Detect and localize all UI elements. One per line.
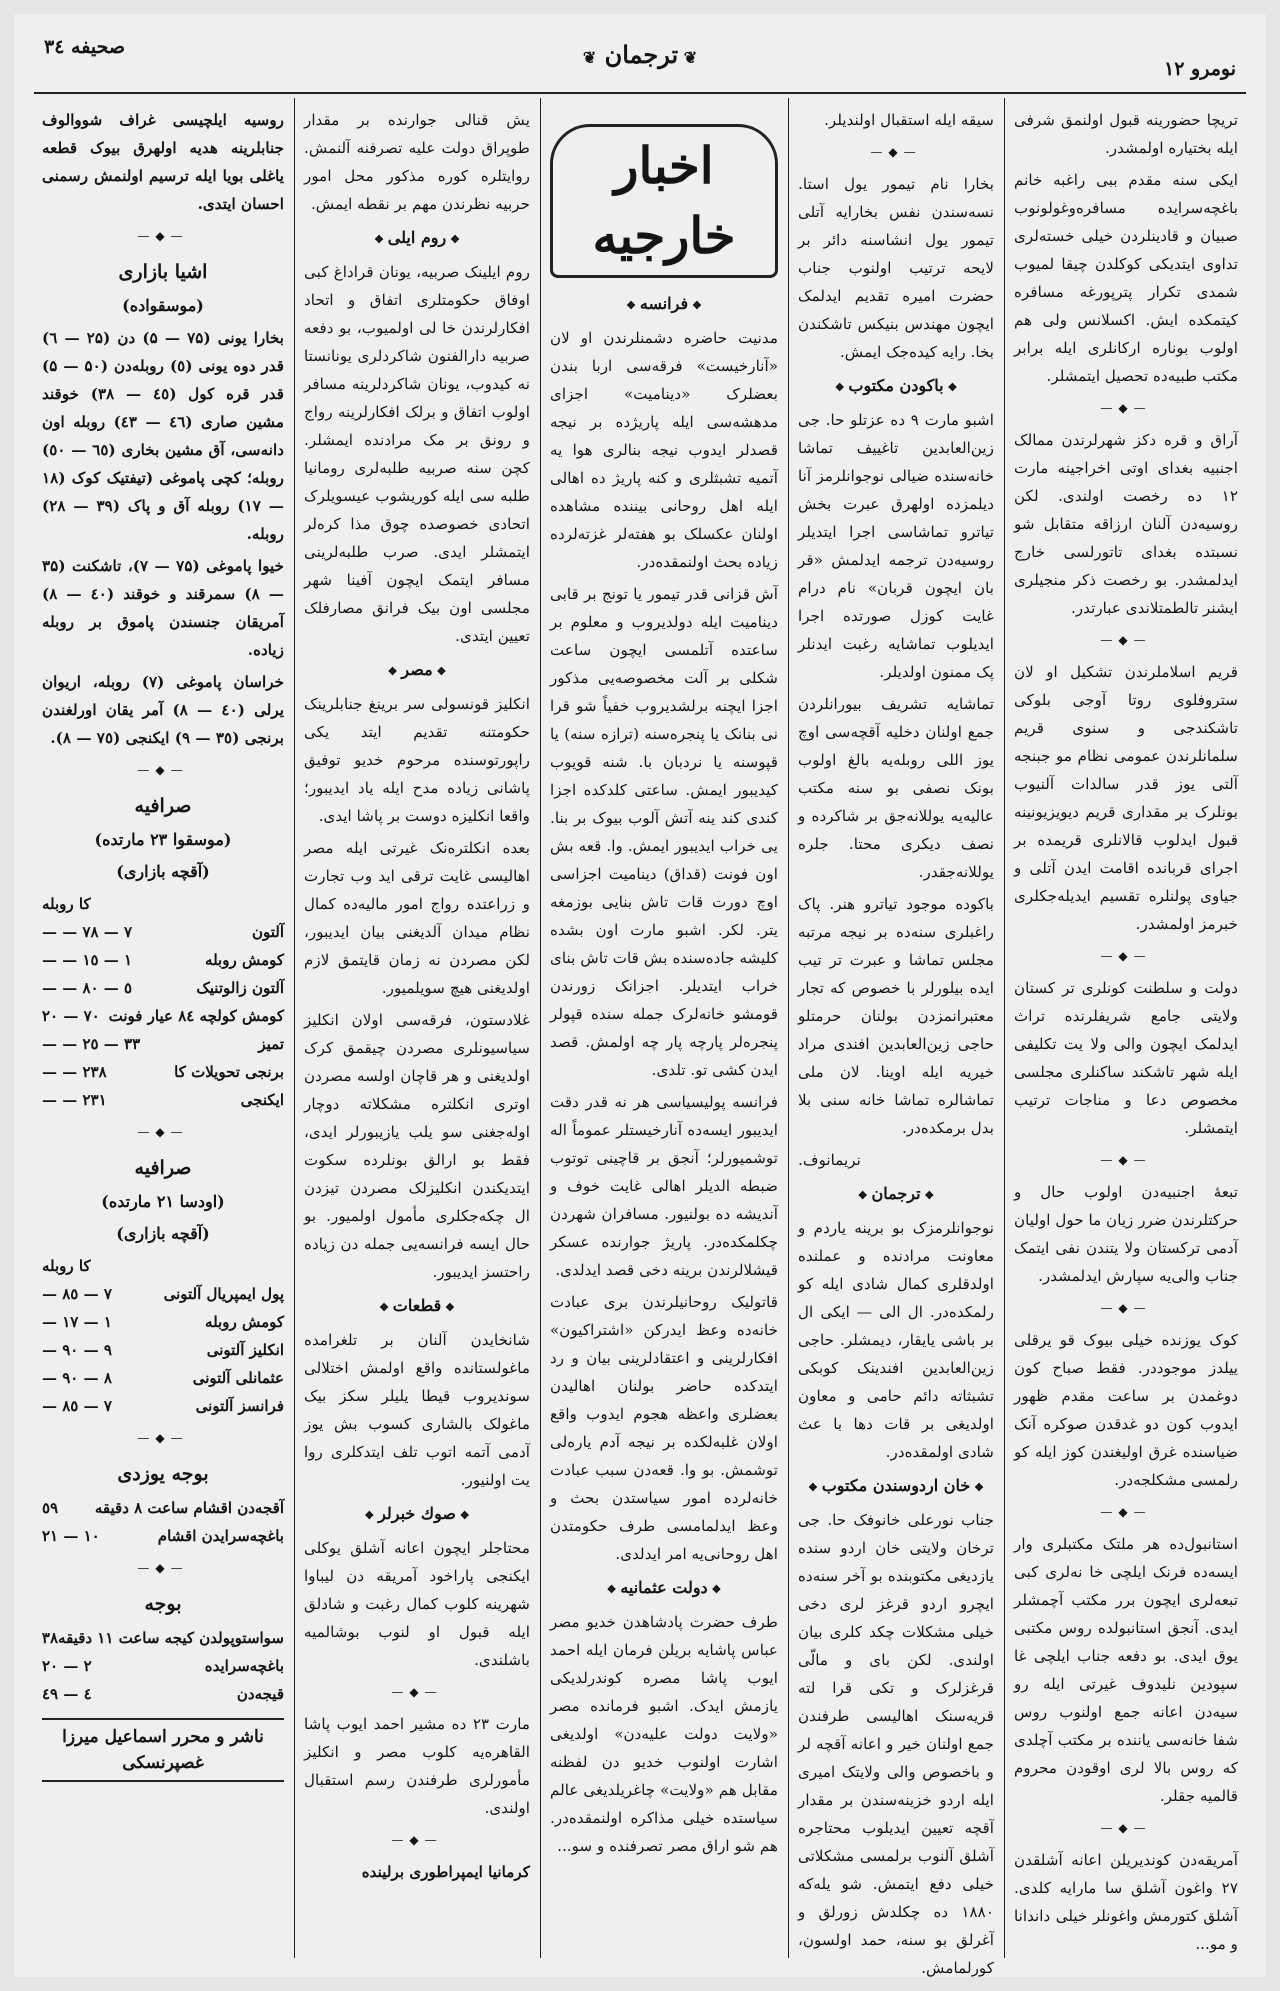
time-value: ۲ — ۲۰ [42, 1657, 92, 1675]
paragraph: کرمانیا ایمپراطوری برلینده [361, 1863, 530, 1881]
price-name: عثمانلی آلتونی [192, 1369, 284, 1387]
price-name: آلتون زالوتنیک [196, 979, 284, 997]
separator: —◆— [137, 1431, 189, 1445]
separator: —◆— [137, 1125, 189, 1139]
column-5 [34, 98, 292, 1958]
paragraph: تماشایه تشریف بیورانلردن جمع اولنان دخلیه آقچه‌سی اوچ یوز اللی روبله‌یه بالغ اولوب بونک نصفی بو سنه مکتب عالیه‌یه یوللانه‌جق بر شاکرده و نصف دیکری محتا. جلره یوللانه‌جقدر. [798, 695, 994, 881]
time-row [42, 1494, 284, 1522]
market-title: اشیا بازاری [118, 261, 208, 283]
price-value: ٣٣ — ٢٥ — — [42, 1035, 141, 1053]
column-2 [790, 98, 1002, 1977]
page-number: صحیفه ۳٤ [44, 36, 125, 58]
columns [34, 98, 1246, 1977]
section-heading: ❖ خان اردوسندن مکتوب ❖ [798, 1472, 994, 1502]
time-row [42, 1522, 284, 1550]
price-value: ٧ — ٧٨ — — [42, 923, 133, 941]
time-name: باغچه‌سرایده [204, 1657, 284, 1675]
exchange-city: (اودسا ۲۱ مارتده) [101, 1192, 225, 1211]
column-3 [542, 98, 786, 1958]
time-row [42, 1624, 284, 1652]
time-row [42, 1680, 284, 1708]
paragraph: کوک یوزنده خیلی بیوک قو یرقلی ییلدز موجوددر. فقط صباح کون دوغمدن بر ساعت مقدم ظهور ایدوب کون دو غدقدن صوکره آنک ضیاسنده غرق اولیغندن کوز ایله کو رلمسی مشکلجه‌در. [1014, 1331, 1238, 1489]
paragraph: روسیه ایلچیسی غراف شووالوف جنابلرینه هدیه اولهرق بیوک قطعه یاغلی بویا ایله ترسیم اولنمش رسمنی احسان ایتدی. [42, 111, 284, 213]
time-row [42, 1652, 284, 1680]
section-heading: ❖ روم ایلی ❖ [304, 224, 530, 254]
separator: —◆— [391, 1833, 443, 1847]
masthead [14, 14, 1266, 94]
section-heading: ❖ دولت عثمانیه ❖ [550, 1574, 778, 1604]
paragraph: طرف حضرت پادشاهدن خدیو مصر عباس پاشایه بریلن فرمان ایله احمد ایوب پاشا مصره کوندرلدیکی یازمش ایدک. اشبو فرمانده مصر «ولایت دولت علیه‌دن» اولدیغی اشارت اولنوب خدیو دن لفظنه مقابل هم «ولایت» چاغریلدیغی عالم سیاستده خیلی مذاکره اولنمقده‌در. هم شو اراق مصر تصرفنده و سو... [550, 1613, 778, 1855]
price-row [42, 946, 284, 974]
section-heading: ❖ ترجمان ❖ [798, 1180, 994, 1210]
exchange-subtitle: (آقچه بازاری) [116, 862, 210, 881]
separator: —◆— [1100, 1153, 1152, 1167]
column-1 [1006, 98, 1246, 1958]
paragraph: تبعهٔ اجنبیه‌دن اولوب حال و حرکتلرندن ضرر زیان ما حول اولیان آدمی ترکستان ولا یتندن نفی ایتمک جناب والی‌یه سپارش ایدلمشدر. [1013, 1183, 1238, 1285]
section-heading: ❖ مصر ❖ [304, 656, 530, 686]
column-rule [294, 98, 295, 1958]
price-row [42, 1030, 284, 1058]
price-name: انکلیز آلتونی [206, 1341, 284, 1359]
paragraph: جناب نورعلی خانوفک حا. جی ترخان ولایتی خان اردو سنده یازدیغی مکتوبنده بو آخر سنه‌ده ایچرو اردو قرغز لری دخی خیلی مشکلات چکد کلری بیان اولندی. لکن بای و مالّی قرغزلرک و تکی قرا لته قریه‌سنک اهالیسی طرفندن جمع اولنان خیر و اعانه آقچه لر و باخصوص والی ولایتک امیری ایله اردو خزینه‌سندن بر مقدار آقچه تعیین ایدیلوب محتاجره آشلق آلنوب برلمسی مشکلاتی خیلی دفع ایتمش. شو یله‌که ۱۸۸۰ ده چکلدش زورلق و آغرلق بو سنه، حمد اولسون، کورلمامش. [798, 1511, 994, 1977]
price-value: ٩ — ٩٠ — [42, 1341, 112, 1359]
time-name: قیجه‌دن [236, 1685, 284, 1703]
separator: —◆— [1100, 401, 1152, 415]
exchange-unit: کا روبله [42, 895, 91, 913]
paragraph: نوجوانلرمزک بو برینه یاردم و معاونت مرادنده و عملنده اولدقلری کمال شادی ایله کو رلمکده‌در. ال الی — ایکی ال بر باشی یایقار، دیمشلر. حاجی زین‌العابدین افندینک کوبکی تشبثاته دائم حامی و معاون اولدیغی بر قات دها با عث شادی اولمقده‌در. [798, 1219, 994, 1461]
paragraph: ایکی سنه مقدم ببی راغبه خانم باغچه‌سرایده مسافره‌وغولونوب صبیان و قادینلردن خیلی خسته‌لری تداوی ایتدیکی کوکلدن چیقا لمیوب شمدی تکرار پترپورغه مسافره کیتمکده ایش. اکسلانس ولی هم اولوب بوناره ارکانلری ایله برابر مکتب طبیه‌ده تحصیل ایتمشلر. [1014, 171, 1238, 385]
publisher-line: ناشر و محرر اسماعیل میرزا غصپرنسکی [42, 1718, 284, 1782]
newspaper-title [14, 40, 1266, 69]
price-row [42, 1392, 284, 1420]
price-name: فرانسز آلتونی [195, 1397, 284, 1415]
price-row [42, 918, 284, 946]
price-name: تمیز [258, 1035, 284, 1053]
paragraph: باکوده موجود تیاترو هنر. پاک راغبلری سنه‌ده بر نیجه مرتبه مجلس تماشا و عبرت تر تیب ایده بیلورلر با خصوص که تجار معتبرانمزدن بولنان حرمتلو حاجی زین‌العابدین افندی مراد خیریه ایله اوینا. لان ملی تماشالره تماشا خانه سنی بلا بدل برمکده‌در. [798, 895, 994, 1137]
price-name: کومش کولچه ۸٤ عیار فونت [108, 1007, 284, 1025]
exchange-unit: کا روبله [42, 1257, 91, 1275]
separator: —◆— [870, 145, 922, 159]
paragraph: یش قنالی جوارنده بر مقدار طوپراق دولت علیه تصرفنه آلنمش. روایتلره کوره مذکور محل امور حربیه نظرندن مهم بر نقطه ایمش. [304, 111, 530, 213]
exchange-unit-row [42, 1252, 284, 1280]
paragraph: آمریقه‌دن کوندیریلن اعانه آشلقدن ۲۷ واغون آشلق سا مارایه کلدی. آشلق کتورمش واغونلر خیلی داندانا و مو... [1014, 1851, 1238, 1953]
price-row [42, 1280, 284, 1308]
price-row [42, 1336, 284, 1364]
paragraph: غلادستون، فرقه‌سی اولان انکلیز سیاسیونلری مصردن چیقمق کرک اولدیغنی و هر قاچان اولسه مصردن اوتری انکلترە مشکلاته دوچار اوله‌جغنی سو یلب یازیبورلر ایدی، فقط بو ارالق بونلرده سکوت ایتدیکندن انکلیزلک مصردن تیزدن ال چکه‌جکلری مأمول اولمیور. بو حال ایسه فرانسه‌یی جمله دن زیاده راحتسز ایدیبور. [304, 1011, 530, 1281]
separator: —◆— [137, 1561, 189, 1575]
signature: نریمانوف. [798, 1151, 861, 1169]
price-value: ٨ — ٩٠ — [42, 1369, 112, 1387]
paragraph: قاتولیک روحانیلرندن بری عبادت خانه‌ده وعظ ایدرکن «اشتراکیون» افکارلرینی و اعتقادلرینی بیان و رد ایتدکده حاضر بولنان اهالیدن بعضلری واعظه هجوم ایدوب واقع اولان غلبه‌لکده بر نیجه آدم یارەلی توشمش. بو وا. قعه‌دن سبب عبادت خانه‌لرده امور سیاستدن بحث و وعظ ایدلمامسی طرف حکومتدن اهل روحانی‌یه امر ایدلدی. [550, 1293, 778, 1563]
section-heading: ❖ فرانسه ❖ [550, 290, 778, 320]
separator: —◆— [137, 763, 189, 777]
exchange-title: صرافیه [134, 795, 192, 817]
column-rule [540, 98, 541, 1958]
column-rule [1004, 98, 1005, 1958]
exchange-1-rows [42, 918, 284, 1114]
paragraph: خراسان پاموغی (۷) روبله، اریوان یرلی (٤٠ — ٨) آمر یقان اورلغندن برنجی (۳٥ — ۹) ایکنجی (۷٥ — ۸). [42, 673, 285, 747]
price-value: ٧ — ٨٥ — [42, 1397, 112, 1415]
column-rule [788, 98, 789, 1958]
time-value: ۳۸ [41, 1629, 59, 1647]
paragraph: قریم اسلاملرندن تشکیل او لان ستروفلوی روتا آوجی بلوکی تاشکندجی و سنوی قریم سلمانلرندن عمومی نظام مو جبنجه آلتی یوز قدر سالدات آلنیوب بونلرک بر مقداری قریم دیویزیونینه قبول ایدلوب قالانلری قریمده بر اجرای قربانده اقامت ایدن آتلی و جیاوی پولنلره تقسیم ایدیله‌جکلری خبرمز اولمشدر. [1014, 663, 1238, 933]
paragraph: تریچا حضورینه قبول اولنمق شرفی ایله بختیاره اولمشدر. [1014, 111, 1238, 157]
separator: —◆— [1100, 633, 1152, 647]
paragraph: مدنیت حاضره دشمنلرندن او لان «آنارخیست» فرقه‌سی اربا بندن بعضلرک «دینامیت» اجزای مدهشه‌سی ایله پاریژده بر نیجه قصدلر ایدوب نیجه بنالری هوا یه آتمیه تشبثلری و کنه پاریژ ده اهالی ایله اهل روحانی بیننده مشاهده اولنان عکسلک بو هفته‌لر غزته‌لرده زیاده بحث اولنمقده‌در. [550, 329, 778, 571]
time-value: ٤ — ٤٩ [42, 1685, 92, 1703]
price-value: ١ — ١٧ — [42, 1313, 112, 1331]
separator: —◆— [1100, 1505, 1152, 1519]
section-heading: ❖ باکودن مکتوب ❖ [798, 372, 994, 402]
time-name: سواستوپولدن کیجه ساعت ۱۱ دقیقه [58, 1629, 284, 1647]
paragraph: روم ایلینک صربیه، یونان قراداغ کبی اوفاق حکومتلری اتفاق و اتحاد افکارلرندن خا لی اولمیوب، بو دفعه صربیه دارالفنون شاکردلری یونانستا نه کیدوب، یونان شاکردلرینه مسافر اولوب اتفاق و برلک افکارلرینه رواج و رونق بر مک مرادنده ایمشلر. کچن سنه صربیه طلبه‌لری رومانیا طلبه سی ایله کوریشوب عیسویلرک اتحادی خصوصده چوق مذا کره‌لر ایتمشلر ایدی. صرب طلبه‌لرینی مسافر ایتمک ایچون آفینا شهر مجلسی اون بیک فرانق مصارفلک تعیین ایتدی. [304, 263, 530, 645]
timetable-title: بوجه یوزدی [117, 1463, 209, 1485]
separator: —◆— [137, 229, 189, 243]
ornament-icon: ❦ [582, 48, 597, 67]
separator: —◆— [1100, 949, 1152, 963]
price-value: ٥ — ٨٠ — — [42, 979, 133, 997]
paragraph: آراق و قره دکز شهرلرندن ممالک اجنبیه بغدای اوتی اخراجینه مارت ۱۲ ده رخصت اولندی. لکن روسیه‌دن آلنان ارزاقه متقابل شو نسبتده بغدای تاتورلسی خارج ایدلمشدر. بو رخصت ذکر منجیلری ایشنر تالطمتلاندی عبارتدر. [1014, 431, 1238, 617]
exchange-subtitle: (آقچه بازاری) [116, 1224, 210, 1243]
price-value: ١ — ١٥ — — [42, 951, 133, 969]
price-name: آلتون [251, 923, 284, 941]
time-value: ٥٩ [42, 1499, 59, 1517]
exchange-2-rows [42, 1280, 284, 1420]
foreign-news-headline: اخبار خارجیه [550, 124, 778, 278]
paragraph: انکلیز قونسولی سر برینغ جنابلرینک حکومتنه تقدیم ایتد یکی راپورتوسنده مرحوم خدیو توفیق پاشانی زیاده مدح ایله یاد ایدیبور؛ واقعا انکلیزه دوست بر پاشا ایدی. [304, 695, 530, 825]
price-name: کومش روبله [205, 1313, 284, 1331]
price-name: ایکنجی [240, 1091, 284, 1109]
section-heading: ❖ قطعات ❖ [304, 1292, 530, 1322]
price-row [42, 1364, 284, 1392]
exchange-title: صرافیه [134, 1157, 192, 1179]
separator: —◆— [391, 1685, 443, 1699]
price-value: ٧ — ٨٥ — [42, 1285, 112, 1303]
paragraph: مارت ۲۳ ده مشیر احمد ایوب پاشا القاهره‌یه کلوب مصر و انکلیز مأمورلری طرفندن رسم استقبال اولندی. [304, 1715, 530, 1817]
price-row [42, 974, 284, 1002]
paragraph: بخارا یونی (۷۵ — ۵) دن (۲۵ — ٦) قدر دوه یونی (٥) روبله‌دن (۵۰ — ۵) قدر قره کول (٤٥ — ۳۸) خوقند مشین صاری (٤٦ — ٤٣) روبله اون دانه‌سی، آق مشین بخاری (٦٥ — ٥٠) روبله؛ کچی پاموغی (تیفتیک کوک (۱۸ — ۱۷) روبله آق و پاک (۳۹ — ۲۸) روبله. [42, 329, 285, 543]
time-value: ۱۰ — ۲۱ [42, 1527, 100, 1545]
price-row [42, 1308, 284, 1336]
separator: —◆— [1100, 1301, 1152, 1315]
paragraph: محتاجلر ایچون اعانه آشلق یوکلی ایکنجی پاراخود آمریقه دن لیباوا شهرینه کلوب کمال رغبت و شادلق ایله قبول او لنوب بوشالمیه باشلندی. [304, 1539, 530, 1669]
exchange-city: (موسقوا ۲۳ مارتده) [94, 830, 232, 849]
column-4 [296, 98, 538, 1958]
separator: —◆— [1100, 1821, 1152, 1835]
paragraph: شانخایدن آلنان بر تلغرامده ماغولستانده واقع اولمش اختلالی سوندیروب قیطا یلیلر سکز بیک ماغولک بالشاری کسوب بش یوز آدمی آتمه اتوب تلف ایتدکلری روا یت اولنیور. [304, 1331, 530, 1489]
paragraph: بخارا نام تیمور یول استا. نسه‌سندن نفس بخارایه آتلی تیمور یول انشاسنه دائر بر لایحه ترتیب اولنوب جناب حضرت امیره تقدیم ایدلمک ایچون مهندس بنیکس تاشکندن بخا. رایه کیده‌جک ایمش. [798, 175, 994, 361]
timetable-title: بوجه [144, 1593, 182, 1615]
price-value: ۷۰ — ۲۰ [42, 1007, 100, 1025]
price-row [42, 1058, 284, 1086]
paragraph: خیوا پاموغی (۷۵ — ۷)، تاشکنت (۳۵ — ۸) سمرقند و خوقند (٤٠ — ٨) آمریقان جنسندن پاموق بر روبله زیاده. [42, 557, 285, 659]
paragraph: فرانسه پولیسیاسی هر نه قدر دقت ایدیبور ایسه‌ده آنارخیستلر عموماً اله توشمیورلر؛ آنجق بر قاچینی توتوب ضبطه الدیلر اهالی غایت خوف و آندیشه ده بولنیور. مسافران شهردن چکلمکده‌در. پاریژ جوارنده عسکر قیشلالرندن برینه دخی قصد ایدلدی. [550, 1093, 778, 1279]
price-name: پول ایمپریال آلتونی [163, 1285, 284, 1303]
price-row [42, 1086, 284, 1114]
time-name: باغچه‌سرایدن اقشام [157, 1527, 284, 1545]
paragraph: آش قزانی قدر تیمور یا تونج بر قابی دینامیت ایله دولدیروب و معلوم بر ساعتده آتلمسی ایچون ساعت شکلی بر آلت مخصوصه‌یی مذکور اجزا ایچنه برلشدیروب خفیاً شو قرا نی بنانک یا پنجره‌سنه (ترازه سنه) یا قپوسنه یا نردبان با. شنه قویوب کیدیبور ایمش. ساعتی کلدکده اجزا کندی کند ینه آتش آلوب بیوک بر بنا. یی خراب ایدیبور ایمش. وا. قعه بش اون فونت (قداق) دینامیت اجزاسی اوچ دورت قات تاش بنایی بوزمغه یتر. لکر. اشبو مارت اون بشده کلیشه جاده‌سنده بش قات تاش بنای خراب ایتدیلر. اجزانک زورندن قومشو خانه‌لرک جمله سنده قپولر پنجره‌لر پارچه پار چه اولمش. قصد ایدن کشی تو. تلدی. [550, 585, 778, 1079]
masthead-rule [34, 92, 1246, 94]
price-value: ٢٣٨ — — [42, 1063, 107, 1081]
section-heading: ❖ صوك خبرلر ❖ [304, 1500, 530, 1530]
price-row [42, 1002, 284, 1030]
market-city: (موسقواده) [122, 296, 204, 315]
paragraph: بعده انکلترەنک غیرتی ایله مصر اهالیسی غایت ترقی اید وب تجارت و زراعتده رواج امور مالیه‌ده کمال نظام میدان آلدیغنی بیان ایدیبور، لکن مصردن نه زمان قایتمق لازم اولدیغنی هیچ سویلمیور. [304, 839, 530, 997]
issue-number: نومرو ۱۲ [1164, 58, 1236, 80]
paragraph: دولت و سلطنت کونلری تر کستان ولایتی جامع شریفلرنده تراث ایدلمک ایچون والی ولا یت تکلیفی ایله شهر تاشکند ساکنلری مجلسی مخصوص دعا و مناجات ترتیب ایتمشلر. [1014, 979, 1238, 1137]
price-name: کومش روبله [205, 951, 284, 969]
ornament-icon: ❦ [678, 48, 698, 67]
paragraph: استانبول‌ده هر ملتک مکتبلری وار ایسه‌ده فرنک ایلچی خا نه‌لری کبی تبعه‌لری ایچون برر مکتب آچمشلر ایدی. آنجق استانبولده روس مکتبی یوق ایدی. بو دفعه جناب ایلچی غا سپودین نلیدوف غیرتی ایله رو سیه‌دن اعانه جمع اولنوب روس شفا خانه‌سی یاننده بر مکتب آچلدی که روس بالا لری اوقودن محروم قالمیه جقلر. [1014, 1535, 1238, 1805]
price-name: برنجی تحویلات کا [174, 1063, 284, 1081]
time-name: آقجه‌دن اقشام ساعت ۸ دقیقه [94, 1499, 284, 1517]
price-value: ٢٣١ — — [42, 1091, 107, 1109]
paragraph: سیقه ایله استقبال اولندیلر. [824, 111, 994, 129]
paragraph: اشبو مارت ۹ ده عزتلو حا. جی زین‌العابدین تاغییف تماشا خانه‌سنده ضیالی نوجوانلرمز آنا دیلمزده اولهرق عبرت بخش تیاترو تماشاسی اجرا ایتدیلر روسیه‌دن ترجمه ایدلمش «قر بان ایچون قربان» نام درام غایت کوزل صورتده اجرا ایدیلوب تماشایه رغبت ایدنلر پک ممنون اولدیلر. [798, 411, 994, 681]
exchange-unit-row [42, 890, 284, 918]
newspaper-page [14, 14, 1266, 1977]
newspaper-title-text: ترجمان [604, 40, 679, 69]
